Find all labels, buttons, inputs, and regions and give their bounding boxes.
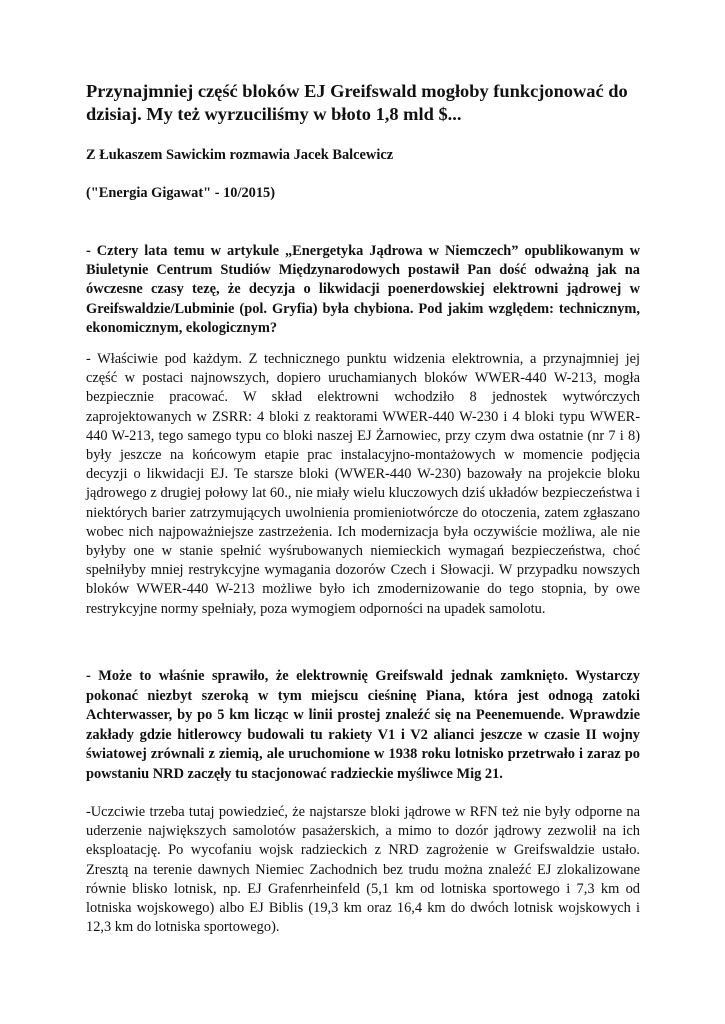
article-title: Przynajmniej część bloków EJ Greifswald mogłoby funkcjonować do dzisiaj. My też wyrzuciliśmy w błoto 1,8 mld $... xyxy=(86,81,628,124)
interview-question-2: - Może to właśnie sprawiło, że elektrownię Greifswald jednak zamknięto. Wystarczy pokonać niezbyt szeroką w tym miejscu cieśninę Piana, która jest odnogą zatoki Achterwasser, by po 5 km licząc w linii prostej znaleźć się na Peenemuende. Wprawdzie zakłady gdzie hitlerowcy budowali tu rakiety V1 i V2 alianci jeszcze w czasie II wojny światowej zrównali z ziemią, ale uruchomione w 1938 roku lotnisko przetrwało i zaraz po powstaniu NRD zaczęły tu stacjonować radzieckie myśliwce Mig 21. xyxy=(86,668,640,782)
article-source: ("Energia Gigawat" - 10/2015) xyxy=(86,185,276,201)
interview-answer-2: -Uczciwie trzeba tutaj powiedzieć, że najstarsze bloki jądrowe w RFN też nie były odporne na uderzenie największych samolotów pasażerskich, a mimo to dozór jądrowy zezwolił na ich eksploatację. Po wycofaniu wojsk radzieckich z NRD zagrożenie w Greifswaldzie ustało. Zresztą na terenie dawnych Niemiec Zachodnich bez trudu można znaleźć EJ zlokalizowane równie blisko lotnisk, np. EJ Grafenrheinfeld (5,1 km od lotniska sportowego i 7,3 km od lotniska wojskowego) albo EJ Biblis (19,3 km oraz 16,4 km do dwóch lotnisk wojskowych i 12,3 km do lotniska sportowego). xyxy=(86,804,640,936)
interview-question-1: - Cztery lata temu w artykule „Energetyka Jądrowa w Niemczech” opublikowanym w Biuletynie Centrum Studiów Międzynarodowych postawił Pan dość odważną jak na ówczesne czasy tezę, że decyzja o likwidacji poenerdowskiej elektrowni jądrowej w Greifswaldzie/Lubminie (pol. Gryfia) była chybiona. Pod jakim względem: technicznym, ekonomicznym, ekologicznym? xyxy=(86,243,640,336)
article-byline: Z Łukaszem Sawickim rozmawia Jacek Balcewicz xyxy=(86,147,394,163)
interview-answer-1: - Właściwie pod każdym. Z technicznego punktu widzenia elektrownia, a przynajmniej jej część w postaci najnowszych, dopiero uruchamianych bloków WWER-440 W-213, mogła bezpiecznie pracować. W skład elektrowni wchodziło 8 jednostek wytwórczych zaprojektowanych w ZSRR: 4 bloki z reaktorami WWER-440 W-230 i 4 bloki typu WWER-440 W-213, tego samego typu co bloki naszej EJ Żarnowiec, przy czym dwa ostatnie (nr 7 i 8) były jeszcze na końcowym etapie prac instalacyjno-montażowych w momencie podjęcia decyzji o likwidacji EJ. Te starsze bloki (WWER-440 W-230) bazowały na projekcie bloku jądrowego z drugiej połowy lat 60., nie miały wielu kluczowych dziś układów bezpieczeństwa i niektórych barier zatrzymujących uwolnienia promieniotwórcze do otoczenia, zatem zgłaszano wobec nich najpoważniejsze zastrzeżenia. Ich modernizacja była oczywiście możliwa, ale nie byłyby one w stanie spełnić wyśrubowanych niemieckich wymagań bezpieczeństwa, choć spełniłyby mniej restrykcyjne wymagania dozorów Czech i Słowacji. W przypadku nowszych bloków WWER-440 W-213 możliwe było ich zmodernizowanie do tego stopnia, by owe restrykcyjne normy spełniały, poza wymogiem odporności na upadek samolotu. xyxy=(86,351,640,617)
